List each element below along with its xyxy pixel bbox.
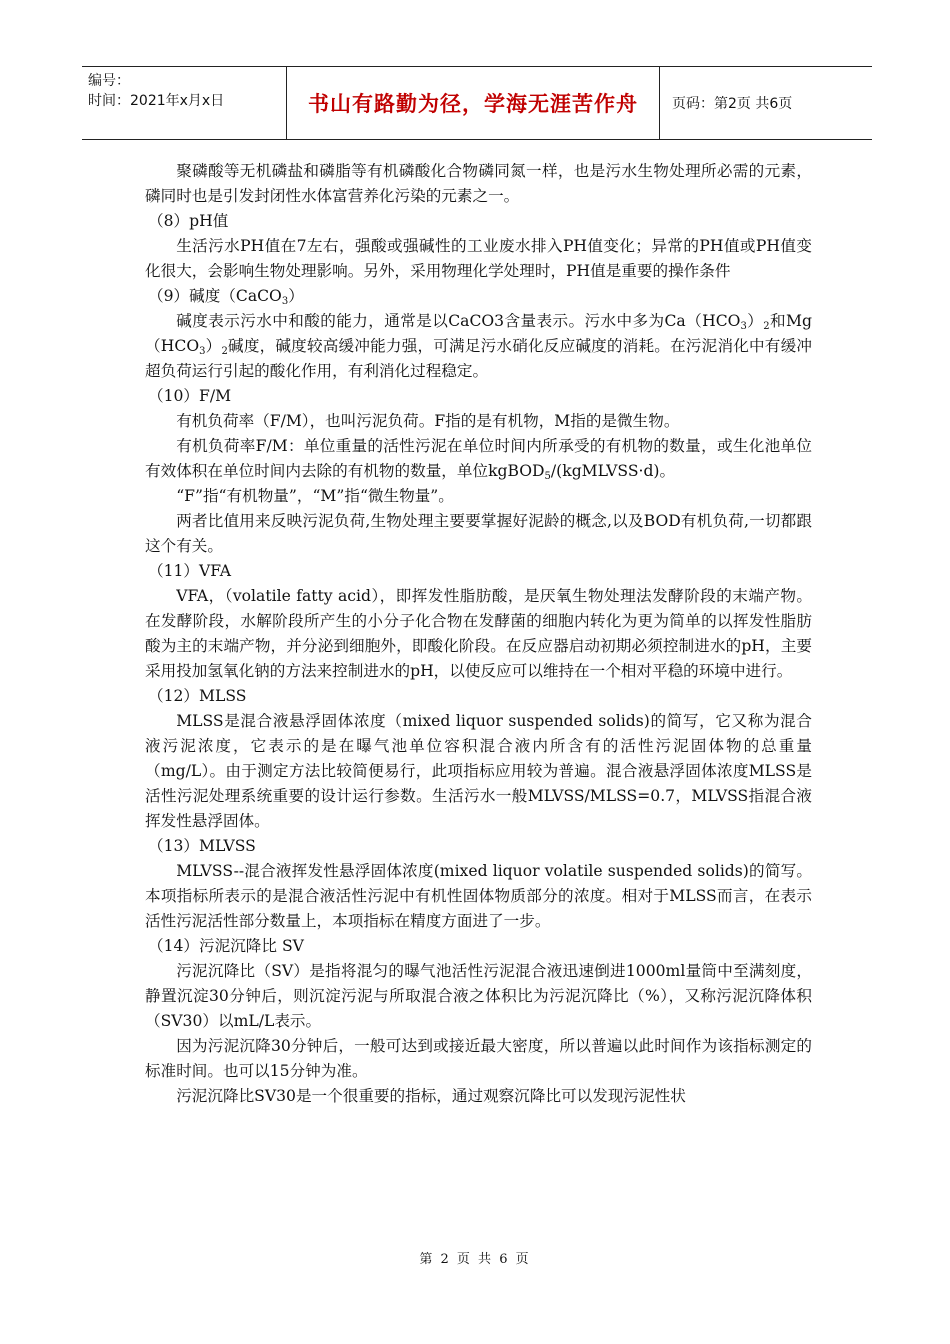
document-time: 时间：2021年x月x日 (88, 93, 225, 109)
section-heading-fm: （10）F/M (148, 387, 232, 405)
section-heading-alkalinity (145, 284, 812, 309)
section-heading-vfa: （11）VFA (148, 562, 232, 580)
text-run: 和Mg（HCO (145, 312, 812, 355)
section-heading-mlvss: （13）MLVSS (148, 837, 256, 855)
section-heading-mlss: （12）MLSS (148, 687, 247, 705)
text-run: 有机负荷率F/M：单位重量的活性污泥在单位时间内所承受的有机物的数量，或生化池单位有效体积在单位时间内去除的有机物的数量，单位kgBOD (145, 437, 812, 480)
paragraph-sv30: 污泥沉降比SV30是一个很重要的指标，通过观察沉降比可以发现污泥性状 (176, 1087, 686, 1105)
page-header (82, 66, 872, 140)
page-footer: 第 2 页 共 6 页 (419, 1252, 531, 1267)
header-page-info: 页码：第2页 共6页 (672, 96, 793, 112)
header-meta (82, 67, 287, 139)
text-run: ） (205, 337, 222, 355)
paragraph-fm-ratio: 两者比值用来反映污泥负荷,生物处理主要要掌握好泥龄的概念,以及BOD有机负荷,一切都跟这个有关。 (145, 512, 812, 555)
text-run: ） (746, 312, 764, 330)
subscript: 3 (199, 346, 206, 357)
section-heading-sv: （14）污泥沉降比 SV (148, 937, 304, 955)
header-motto: 书山有路勤为径，学海无涯苦作舟 (287, 67, 660, 139)
section-heading-ph: （8）pH值 (148, 212, 229, 230)
subscript: 5 (544, 471, 551, 482)
subscript: 3 (281, 296, 289, 307)
subscript: 3 (740, 321, 747, 332)
document-number-label: 编号： (88, 73, 130, 89)
heading-text: （9）碱度（CaCO (148, 287, 282, 305)
heading-text: ） (288, 287, 304, 305)
paragraph-ph: 生活污水PH值在7左右，强酸或强碱性的工业废水排入PH值变化；异常的PH值或PH值变化很大，会影响生物处理影响。另外，采用物理化学处理时，PH值是重要的操作条件 (145, 237, 812, 280)
paragraph-fm-unit (145, 434, 812, 484)
paragraph-sv-time: 因为污泥沉降30分钟后，一般可达到或接近最大密度，所以普遍以此时间作为该指标测定的标准时间。也可以15分钟为准。 (145, 1037, 812, 1080)
subscript: 2 (221, 346, 228, 357)
subscript: 2 (763, 321, 770, 332)
text-run: 碱度表示污水中和酸的能力，通常是以CaCO3含量表示。污水中多为Ca（HCO (176, 312, 741, 330)
document-body (145, 159, 812, 1109)
text-run: 碱度，碱度较高缓冲能力强，可满足污水硝化反应碱度的消耗。在污泥消化中有缓冲超负荷运行引起的酸化作用，有利消化过程稳定。 (145, 337, 812, 380)
paragraph-phosphorus: 聚磷酸等无机磷盐和磷脂等有机磷酸化合物磷同氮一样，也是污水生物处理所必需的元素，磷同时也是引发封闭性水体富营养化污染的元素之一。 (145, 162, 812, 205)
paragraph-sv-definition: 污泥沉降比（SV）是指将混匀的曝气池活性污泥混合液迅速倒进1000ml量筒中至满刻度，静置沉淀30分钟后，则沉淀污泥与所取混合液之体积比为污泥沉降比（%），又称污泥沉降体积（SV30）以mL/L表示。 (145, 962, 812, 1030)
paragraph-fm-meaning: “F”指“有机物量”，“M”指“微生物量”。 (176, 487, 454, 505)
paragraph-fm-definition: 有机负荷率（F/M），也叫污泥负荷。F指的是有机物，M指的是微生物。 (176, 412, 680, 430)
paragraph-alkalinity (145, 309, 812, 384)
paragraph-mlss: MLSS是混合液悬浮固体浓度（mixed liquor suspended solids)的简写，它又称为混合液污泥浓度，它表示的是在曝气池单位容积混合液内所含有的活性污泥固体物的总重量（mg/L）。由于测定方法比较简便易行，此项指标应用较为普遍。混合液悬浮固体浓度MLSS是活性污泥处理系统重要的设计运行参数。生活污水一般MLVSS/MLSS=0.7，MLVSS指混合液挥发性悬浮固体。 (145, 712, 812, 830)
paragraph-mlvss: MLVSS--混合液挥发性悬浮固体浓度(mixed liquor volatile suspended solids)的简写。本项指标所表示的是混合液活性污泥中有机性固体物质部分的浓度。相对于MLSS而言，在表示活性污泥活性部分数量上，本项指标在精度方面进了一步。 (145, 862, 812, 930)
text-run: /(kgMLVSS·d)。 (550, 462, 676, 480)
paragraph-vfa: VFA，（volatile fatty acid），即挥发性脂肪酸，是厌氧生物处理法发酵阶段的末端产物。在发酵阶段，水解阶段所产生的小分子化合物在发酵菌的细胞内转化为更为简单的以挥发性脂肪酸为主的末端产物，并分泌到细胞外，即酸化阶段。在反应器启动初期必须控制进水的pH，主要采用投加氢氧化钠的方法来控制进水的pH，以使反应可以维持在一个相对平稳的环境中进行。 (145, 587, 812, 680)
